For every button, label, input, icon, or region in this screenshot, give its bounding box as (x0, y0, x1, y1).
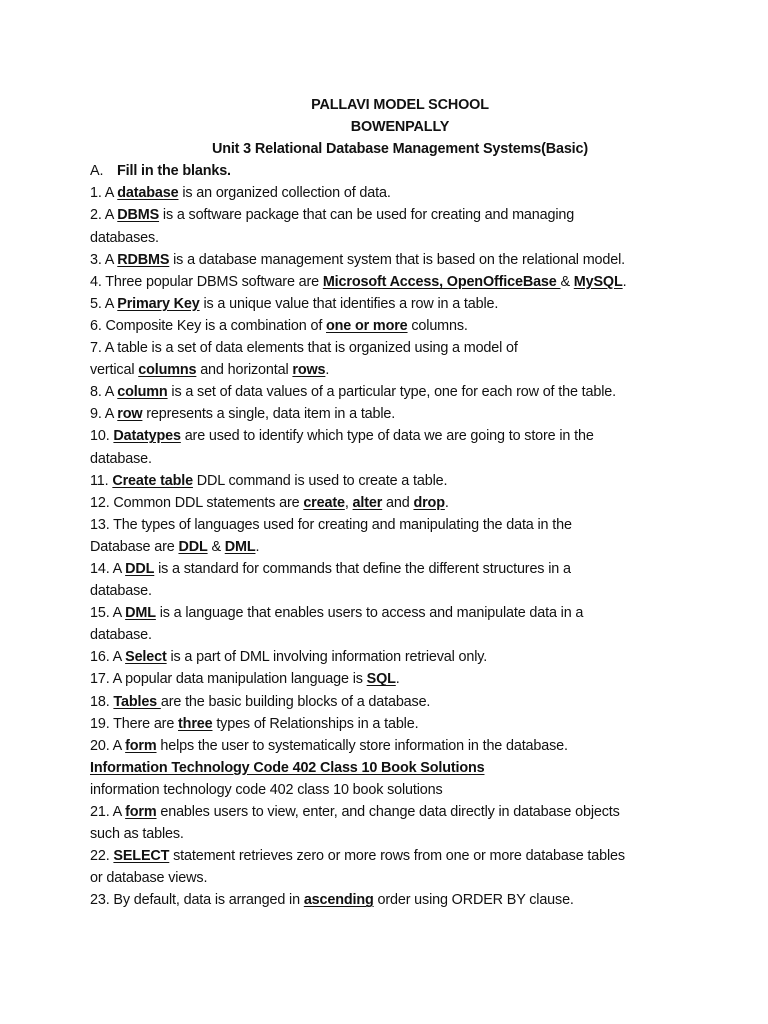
section-title: Fill in the blanks. (117, 163, 231, 180)
answer-text: columns (138, 362, 197, 379)
text-line (90, 403, 710, 425)
text-line (90, 293, 710, 315)
unit-title: Unit 3 Relational Database Management Systems(Basic) (211, 141, 589, 158)
line-text: is a standard for commands that define the different structures in a (154, 560, 571, 577)
line-text: & (207, 538, 225, 555)
line-text: databases. (90, 229, 159, 246)
answer-text: Microsoft Access, OpenOfficeBase (322, 273, 561, 290)
line-text: and horizontal (196, 362, 293, 379)
line-text: enables users to view, enter, and change data directly in database objects (156, 804, 620, 820)
text-line (90, 889, 710, 911)
answer-text: alter (352, 494, 383, 511)
line-text: is a software package that can be used for creating and managing (159, 207, 575, 224)
line-text: 6. Composite Key is a combination of (90, 317, 327, 334)
line-text: . (444, 494, 449, 511)
answer-text: RDBMS (117, 251, 170, 268)
answer-text: DBMS (117, 207, 160, 224)
answer-text: form (125, 737, 157, 754)
line-text: represents a single, data item in a table. (142, 406, 396, 423)
answer-text: DML (125, 605, 156, 622)
line-text: , (344, 494, 353, 511)
line-text: helps the user to systematically store information in the database. (156, 737, 568, 754)
text-line (90, 514, 710, 536)
text-line (90, 425, 710, 447)
line-text: types of Relationships in a table. (212, 715, 419, 732)
line-text: 1. A (90, 185, 118, 202)
line-text: . (255, 538, 260, 555)
text-line (90, 867, 710, 889)
line-text: are used to identify which type of data we are going to store in the (180, 428, 594, 445)
line-text: DDL command is used to create a table. (192, 472, 448, 489)
text-line (90, 448, 710, 470)
answer-text: database (117, 185, 179, 202)
text-line (90, 182, 710, 204)
line-text: 19. There are (90, 715, 179, 732)
line-text: is a part of DML involving information retrieval only. (166, 649, 488, 666)
line-text: 15. A (90, 605, 126, 622)
line-text: 2. A (90, 207, 118, 224)
answer-list (90, 182, 710, 911)
answer-text: three (178, 715, 213, 732)
line-text: 18. (90, 693, 114, 710)
line-text: & (560, 273, 574, 290)
line-text: columns. (407, 317, 468, 334)
section-letter: A. (90, 163, 104, 180)
line-text: 13. The types of languages used for creating and manipulating the data in the (90, 516, 572, 533)
line-text: 5. A (90, 295, 118, 312)
line-text: 9. A (90, 406, 118, 423)
school-name: PALLAVI MODEL SCHOOL (311, 97, 489, 113)
line-text: or database views. (90, 870, 208, 887)
line-text: such as tables. (90, 826, 184, 843)
line-text: 23. By default, data is arranged in (90, 892, 304, 909)
line-text: 10. (90, 428, 114, 445)
answer-text: Select (125, 649, 167, 666)
line-text: statement retrieves zero or more rows from one or more database tables (169, 848, 625, 865)
line-text: database. (90, 583, 152, 600)
text-line (90, 845, 710, 867)
line-text: . (622, 273, 627, 290)
text-line (90, 713, 710, 735)
answer-text: SELECT (113, 848, 170, 865)
text-line (90, 470, 710, 492)
answer-text: Create table (112, 472, 193, 489)
answer-text: Tables (113, 693, 161, 710)
document-content (90, 94, 710, 911)
line-text: 14. A (90, 560, 126, 577)
text-line (90, 735, 710, 757)
text-line (90, 315, 710, 337)
section-heading (90, 160, 710, 182)
answer-text: DDL (178, 538, 208, 555)
answer-text: Datatypes (113, 428, 181, 445)
line-text: 21. A (90, 804, 126, 820)
text-line (90, 381, 710, 403)
line-text: 3. A (90, 251, 118, 268)
line-text: database. (90, 627, 152, 644)
text-line (90, 249, 710, 271)
text-line (90, 580, 710, 602)
answer-text: Information Technology Code 402 Class 10 Book Solutions (90, 759, 485, 776)
text-line (90, 646, 710, 668)
text-line (90, 691, 710, 713)
school-location: BOWENPALLY (350, 119, 450, 136)
line-text: is a set of data values of a particular type, one for each row of the table. (167, 384, 616, 401)
text-line (90, 337, 710, 359)
answer-text: drop (413, 494, 445, 511)
text-line (90, 823, 710, 845)
answer-text: form (125, 804, 157, 820)
line-text: 8. A (90, 384, 118, 401)
text-line (90, 558, 710, 580)
line-text: 16. A (90, 649, 126, 666)
text-line (90, 757, 710, 779)
line-text: . (325, 362, 330, 379)
line-text: Database are (90, 538, 179, 555)
text-line (90, 492, 710, 514)
text-line (90, 227, 710, 249)
text-line (90, 271, 710, 293)
line-text: 22. (90, 848, 114, 865)
line-text: 11. (90, 472, 113, 489)
text-line (90, 536, 710, 558)
answer-text: column (117, 384, 168, 401)
text-line (90, 204, 710, 226)
line-text: 4. Three popular DBMS software are (90, 273, 323, 290)
line-text: . (395, 671, 400, 688)
line-text: are the basic building blocks of a database. (160, 693, 431, 710)
line-text: 20. A (90, 737, 126, 754)
line-text: and (382, 494, 414, 511)
line-text: database. (90, 450, 152, 467)
text-line (90, 801, 710, 823)
line-text: is an organized collection of data. (178, 185, 391, 202)
line-text: 17. A popular data manipulation language is (90, 671, 367, 688)
answer-text: Primary Key (117, 295, 200, 312)
text-line (90, 668, 710, 690)
answer-text: one or more (326, 317, 408, 334)
answer-text: row (117, 406, 143, 423)
text-line (90, 602, 710, 624)
answer-text: DDL (125, 560, 155, 577)
line-text: 7. A table is a set of data elements that is organized using a model of (90, 340, 518, 357)
answer-text: create (303, 494, 345, 511)
answer-text: MySQL (573, 273, 623, 290)
answer-text: SQL (366, 671, 396, 688)
text-line (90, 779, 710, 801)
answer-text: rows (292, 362, 326, 379)
line-text: information technology code 402 class 10 book solutions (90, 781, 443, 798)
line-text: is a unique value that identifies a row in a table. (199, 295, 499, 312)
answer-text: DML (224, 538, 256, 555)
line-text: vertical (90, 362, 139, 379)
line-text: is a language that enables users to access and manipulate data in a (155, 605, 584, 622)
answer-text: ascending (303, 892, 374, 909)
text-line (90, 359, 710, 381)
line-text: 12. Common DDL statements are (90, 494, 304, 511)
line-text: is a database management system that is based on the relational model. (169, 251, 625, 268)
line-text: order using ORDER BY clause. (373, 892, 574, 909)
text-line (90, 624, 710, 646)
